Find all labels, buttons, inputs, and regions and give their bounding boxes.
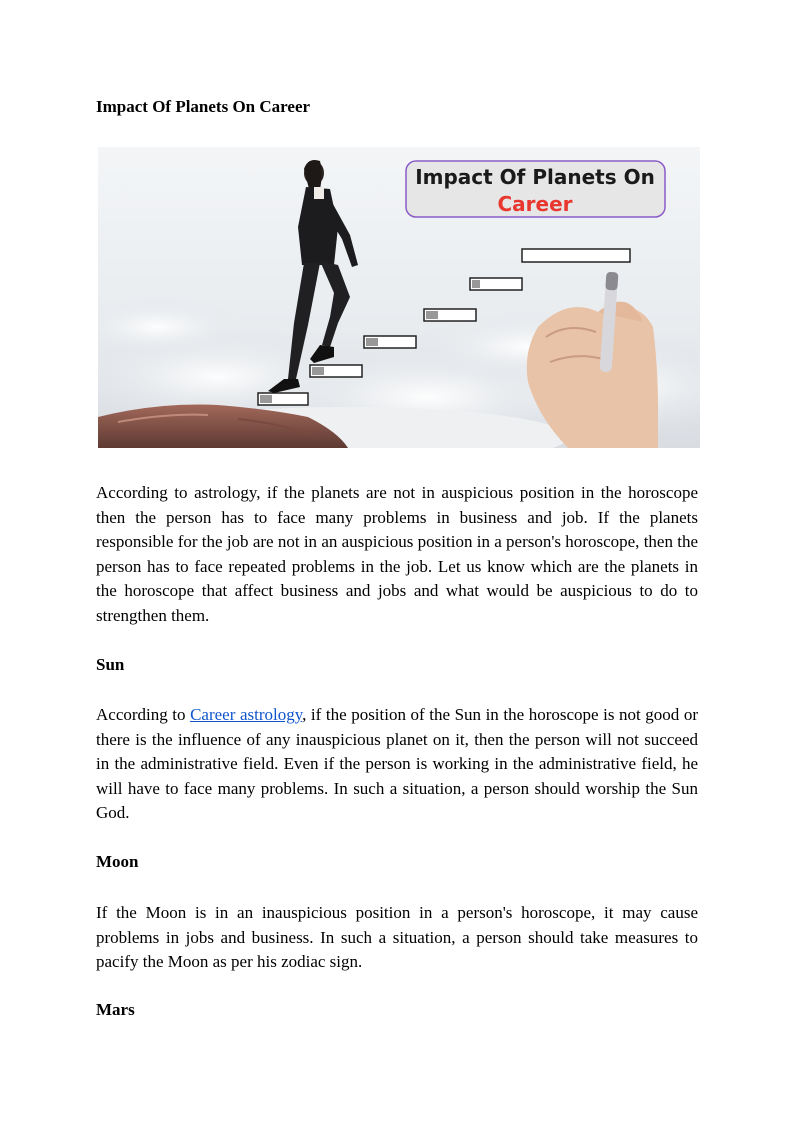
career-stairs-illustration [98,147,700,448]
hero-image [98,147,700,448]
heading-mars: Mars [96,1000,135,1019]
sun-paragraph [96,703,698,826]
career-astrology-link[interactable]: Career astrology [190,705,303,724]
banner-line1: Impact Of Planets On [415,165,655,189]
sun-text-after-link: , if the position of the Sun in the horoscope is not good or there is the influence of any inauspicious planet on it, then the person will not succeed in the administrative field. Even if the person is working in the administrative field, he will have to face many problems. In such a situation, a person should worship the Sun God. [96,705,699,823]
moon-paragraph: If the Moon is in an inauspicious position in a person's horoscope, it may cause problems in jobs and business. In such a situation, a person should take measures to pacify the Moon as per his zodiac sign. [96,903,698,972]
document-title: Impact Of Planets On Career [96,97,311,116]
heading-sun: Sun [96,655,125,674]
banner-line2: Career [497,192,573,216]
title-banner [406,161,665,217]
sun-text-before-link: According to [96,705,191,724]
heading-moon: Moon [96,852,139,871]
intro-paragraph: According to astrology, if the planets are not in auspicious position in the horoscope then the person has to face many problems in business and job. If the planets responsible for the job are not in an auspicious position in a person's horoscope, then the person has to face repeated problems in the job. Let us know which are the planets in the horoscope that affect business and jobs and what would be auspicious to do to strengthen them. [96,483,698,625]
